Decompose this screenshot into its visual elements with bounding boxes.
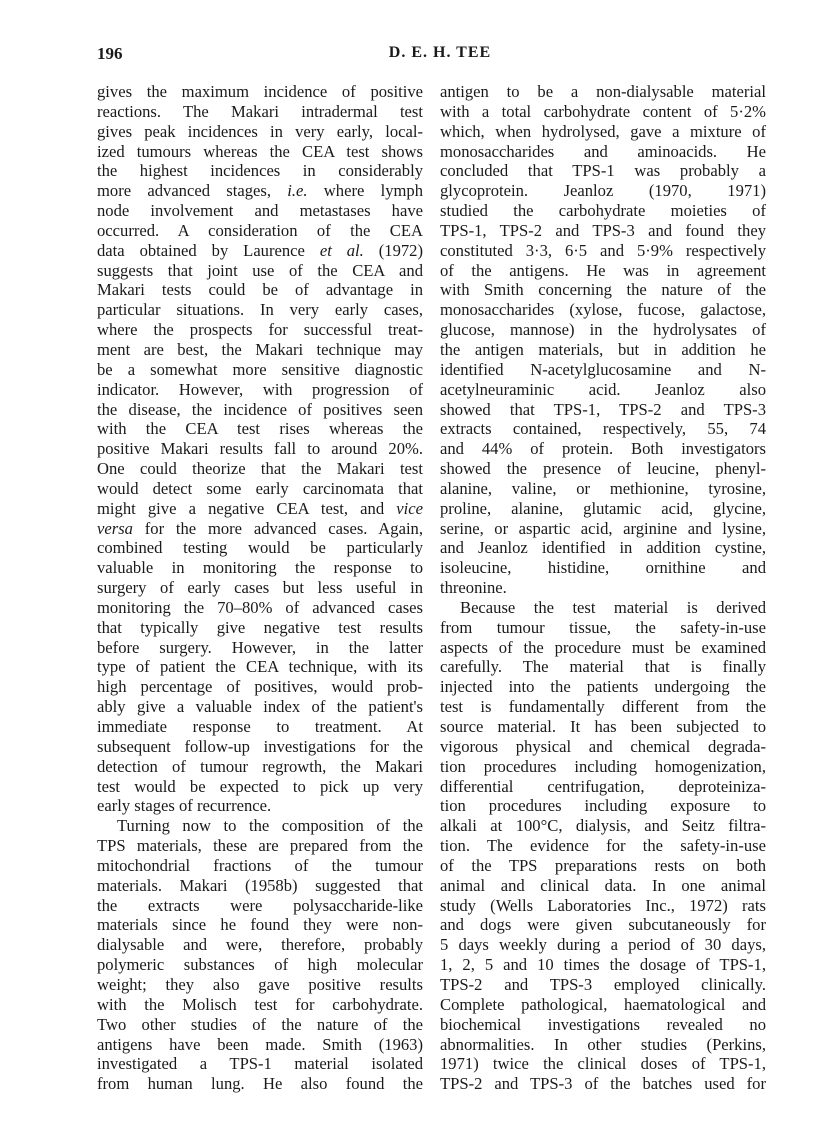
text-line: weight; they also gave positive results: [97, 974, 423, 994]
text-line: acetylneuraminic acid. Jeanloz also: [440, 379, 766, 399]
text-line: vigorous physical and chemical degrada-: [440, 736, 766, 756]
text-line: threonine.: [440, 578, 507, 598]
text-line: test is fundamentally different from the: [440, 697, 766, 717]
text-line: subsequent follow-up investigations for the: [97, 736, 423, 756]
text-line: positive Makari results fall to around 20%.: [97, 439, 423, 459]
text-line: 5 days weekly during a period of 30 days,: [440, 935, 766, 955]
text-line: monosaccharides and aminoacids. He: [440, 141, 766, 161]
text-line: with the CEA test rises whereas the: [97, 419, 423, 439]
text-line: antigens have been made. Smith (1963): [97, 1034, 423, 1054]
text-line: abnormalities. In other studies (Perkins,: [440, 1034, 766, 1054]
text-line: valuable in monitoring the response to: [97, 558, 423, 578]
text-line: test would be expected to pick up very: [97, 776, 423, 796]
page-number: 196: [97, 44, 123, 63]
text-line: polymeric substances of high molecular: [97, 955, 423, 975]
text-line: node involvement and metastases have: [97, 201, 423, 221]
text-line: particular situations. In very early cases,: [97, 300, 423, 320]
text-line: study (Wells Laboratories Inc., 1972) rats: [440, 895, 766, 915]
text-line: of the antigens. He was in agreement: [440, 260, 766, 280]
text-line: which, when hydrolysed, gave a mixture of: [440, 121, 766, 141]
text-line: versa for the more advanced cases. Again,: [97, 518, 423, 538]
text-line: high percentage of positives, would prob-: [97, 677, 423, 697]
text-line: with Smith concerning the nature of the: [440, 280, 766, 300]
running-head: D. E. H. TEE: [388, 44, 492, 61]
text-line: glycoprotein. Jeanloz (1970, 1971): [440, 181, 766, 201]
text-line: studied the carbohydrate moieties of: [440, 201, 766, 221]
text-line: alkali at 100°C, dialysis, and Seitz filtra-: [440, 816, 766, 836]
text-line: from tumour tissue, the safety-in-use: [440, 617, 766, 637]
text-line: injected into the patients undergoing the: [440, 677, 766, 697]
text-line: Complete pathological, haematological and: [440, 994, 766, 1014]
text-line: more advanced stages, i.e. where lymph: [97, 181, 424, 201]
text-line: with a total carbohydrate content of 5·2%: [440, 101, 766, 121]
text-line: carefully. The material that is finally: [440, 657, 766, 677]
text-line: suggests that joint use of the CEA and: [97, 260, 423, 280]
text-line: identified N-acetylglucosamine and N-: [440, 359, 766, 379]
text-line: tion. The evidence for the safety-in-use: [440, 836, 766, 856]
text-line: where the prospects for successful treat-: [97, 320, 423, 340]
text-line: isoleucine, histidine, ornithine and: [440, 558, 766, 578]
text-line: investigated a TPS-1 material isolated: [97, 1054, 423, 1074]
text-line: mitochondrial fractions of the tumour: [97, 855, 423, 875]
text-line: occurred. A consideration of the CEA: [97, 220, 423, 240]
text-line: aspects of the procedure must be examined: [440, 637, 766, 657]
text-line: gives peak incidences in very early, local-: [97, 121, 423, 141]
text-line: materials since he found they were non-: [97, 915, 423, 935]
text-line: from human lung. He also found the: [97, 1074, 423, 1094]
text-line: source material. It has been subjected to: [440, 717, 766, 736]
text-line: alanine, valine, or methionine, tyrosine,: [440, 478, 766, 498]
text-line: TPS-2 and TPS-3 of the batches used for: [440, 1074, 766, 1094]
text-line: ably give a valuable index of the patient's: [97, 697, 423, 717]
text-line: early stages of recurrence.: [97, 796, 272, 816]
text-line: TPS-2 and TPS-3 employed clinically.: [440, 974, 766, 994]
text-line: detection of tumour regrowth, the Makari: [97, 756, 423, 776]
text-line: data obtained by Laurence et al. (1972): [97, 240, 423, 260]
text-line: One could theorize that the Makari test: [97, 459, 423, 479]
text-line: tion procedures including homogenization,: [440, 756, 766, 776]
text-line: serine, or aspartic acid, arginine and lysine,: [440, 518, 766, 538]
text-line: 1971) twice the clinical doses of TPS-1,: [440, 1054, 766, 1074]
text-line: surgery of early cases but less useful in: [97, 578, 423, 598]
text-line: monosaccharides (xylose, fucose, galactose,: [440, 300, 766, 320]
text-line: Turning now to the composition of the: [117, 816, 423, 836]
text-line: animal and clinical data. In one animal: [440, 875, 766, 895]
text-line: be a somewhat more sensitive diagnostic: [97, 359, 423, 379]
text-line: Makari tests could be of advantage in: [97, 280, 423, 300]
text-line: 1, 2, 5 and 10 times the dosage of TPS-1,: [440, 955, 766, 975]
text-line: indicator. However, with progression of: [97, 379, 423, 399]
text-line: and Jeanloz identified in addition cystine,: [440, 538, 766, 558]
text-column-right: [440, 82, 766, 1094]
text-line: the disease, the incidence of positives seen: [97, 399, 423, 419]
text-line: immediate response to treatment. At: [97, 717, 423, 736]
text-line: Because the test material is derived: [460, 597, 766, 617]
text-line: differential centrifugation, deproteiniza-: [440, 776, 766, 796]
text-line: and 44% of protein. Both investigators: [440, 439, 766, 459]
text-line: with the Molisch test for carbohydrate.: [97, 994, 423, 1014]
text-line: showed the presence of leucine, phenyl-: [440, 459, 766, 479]
text-line: the extracts were polysaccharide-like: [97, 895, 423, 915]
text-line: showed that TPS-1, TPS-2 and TPS-3: [440, 399, 766, 419]
text-line: gives the maximum incidence of positive: [97, 82, 423, 101]
text-line: extracts contained, respectively, 55, 74: [440, 419, 766, 439]
text-line: combined testing would be particularly: [97, 538, 423, 558]
text-line: might give a negative CEA test, and vice: [97, 498, 423, 518]
text-line: constituted 3·3, 6·5 and 5·9% respectively: [440, 240, 766, 260]
text-line: the antigen materials, but in addition he: [440, 339, 766, 359]
text-line: before surgery. However, in the latter: [97, 637, 423, 657]
text-line: type of patient the CEA technique, with its: [97, 657, 423, 677]
text-line: the highest incidences in considerably: [97, 161, 423, 181]
text-line: proline, alanine, glutamic acid, glycine,: [440, 498, 766, 518]
text-line: and dogs were given subcutaneously for: [440, 915, 766, 935]
text-line: concluded that TPS-1 was probably a: [440, 161, 766, 181]
text-line: monitoring the 70–80% of advanced cases: [97, 597, 423, 617]
text-line: materials. Makari (1958b) suggested that: [97, 875, 423, 895]
text-line: reactions. The Makari intradermal test: [97, 101, 423, 121]
text-line: tion procedures including exposure to: [440, 796, 766, 816]
text-line: TPS-1, TPS-2 and TPS-3 and found they: [440, 220, 766, 240]
text-column-left: [97, 82, 423, 1094]
text-line: would detect some early carcinomata that: [97, 478, 423, 498]
text-line: of the TPS preparations rests on both: [440, 855, 766, 875]
text-line: antigen to be a non-dialysable material: [440, 82, 766, 101]
text-line: dialysable and were, therefore, probably: [97, 935, 423, 955]
text-line: ment are best, the Makari technique may: [97, 339, 423, 359]
text-line: biochemical investigations revealed no: [440, 1014, 766, 1034]
text-line: that typically give negative test results: [97, 617, 423, 637]
text-line: TPS materials, these are prepared from the: [97, 836, 423, 856]
text-line: glucose, mannose) in the hydrolysates of: [440, 320, 766, 340]
text-line: Two other studies of the nature of the: [97, 1014, 423, 1034]
text-line: ized tumours whereas the CEA test shows: [97, 141, 423, 161]
